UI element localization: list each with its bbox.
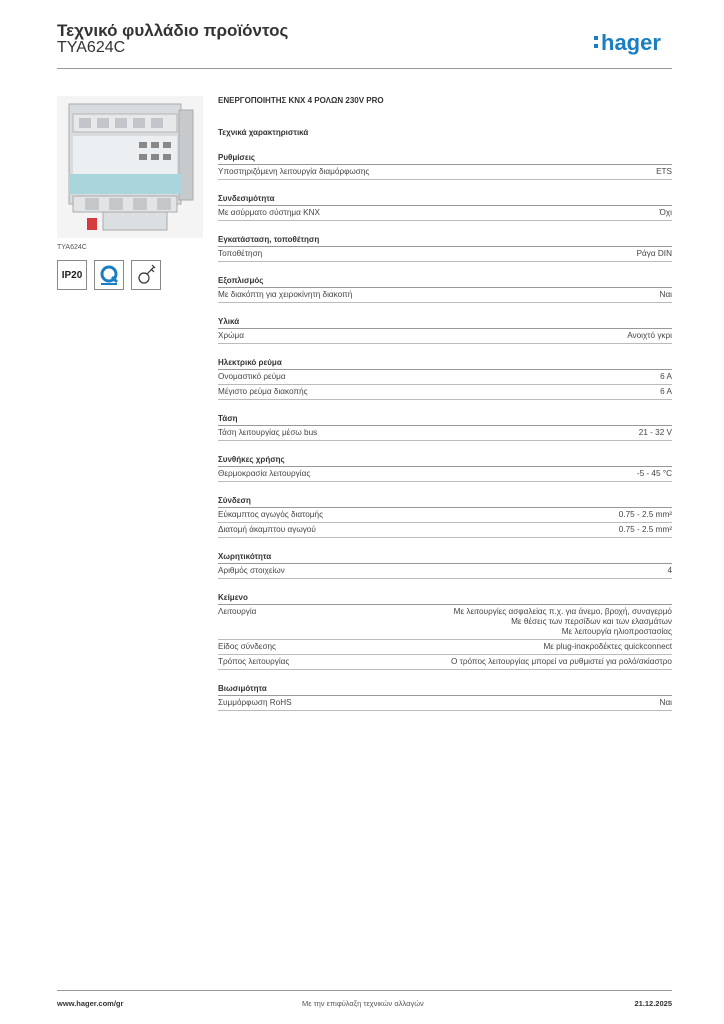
spec-label: Υποστηριζόμενη λειτουργία διαμόρφωσης [218,167,370,176]
spec-value [454,607,672,637]
spec-value [639,428,672,438]
hager-logo [592,26,672,60]
spec-label: Ονομαστικό ρεύμα [218,372,286,381]
spec-label: Εύκαμπτος αγωγός διατομής [218,510,324,519]
spec-section [218,496,672,538]
spec-row [218,655,672,670]
spec-section [218,552,672,579]
spec-label: Τρόπος λειτουργίας [218,657,290,666]
spec-row [218,288,672,303]
spec-value-line: 6 A [660,387,672,396]
product-title: ΕΝΕΡΓΟΠΟΙΗΤΗΣ KNX 4 ΡΟΛΩΝ 230V PRO [218,96,384,105]
spec-sections [218,153,672,711]
spec-label: Χρώμα [218,331,244,340]
spec-section [218,194,672,221]
spec-row [218,165,672,180]
spec-value [543,642,672,652]
section-title: Συνθήκες χρήσης [218,455,672,467]
ip20-badge-icon: IP20 [57,260,87,290]
spec-value-line: Ο τρόπος λειτουργίας μπορεί να ρυθμιστεί για ρολό/σκίαστρο [450,657,672,666]
section-title: Τάση [218,414,672,426]
spec-section [218,684,672,711]
spec-row [218,426,672,441]
spec-value [637,249,672,259]
spec-section [218,235,672,262]
spec-value [451,657,672,667]
spec-section [218,276,672,303]
spec-row [218,523,672,538]
spec-row [218,247,672,262]
spec-value [656,167,672,177]
spec-label: Με ασύρματο σύστημα KNX [218,208,320,217]
product-image [57,96,203,238]
logo-wordmark: hager [601,30,661,55]
spec-content [218,96,672,725]
spec-value-line: Ανοιχτό γκρι [627,331,672,340]
footer-date: 21.12.2025 [634,999,672,1008]
spec-section [218,414,672,441]
spec-value [660,387,672,397]
spec-label: Αριθμός στοιχείων [218,566,285,575]
spec-value-line: 0.75 - 2.5 mm² [618,525,672,534]
product-code: TYA624C [57,39,126,56]
spec-label: Μέγιστο ρεύμα διακοπής [218,387,308,396]
spec-label: Τοποθέτηση [218,249,263,258]
spec-row [218,370,672,385]
spec-value [619,525,672,535]
section-title: Βιωσιμότητα [218,684,672,696]
spec-row [218,605,672,640]
section-title: Ηλεκτρικό ρεύμα [218,358,672,370]
spec-value [627,331,672,341]
section-title: Εξοπλισμός [218,276,672,288]
spec-label: Θερμοκρασία λειτουργίας [218,469,311,478]
key-lock-icon [131,260,161,290]
document-title: Τεχνικό φυλλάδιο προϊόντος [57,21,289,40]
section-title: Εγκατάσταση, τοποθέτηση [218,235,672,247]
spec-row [218,206,672,221]
certification-badges [57,260,161,290]
spec-section [218,317,672,344]
spec-value-line: Με λειτουργία ηλιοπροστασίας [561,627,672,636]
footer-website: www.hager.com/gr [57,999,124,1008]
spec-value [660,290,672,300]
spec-value [660,208,672,218]
spec-value-line: ETS [656,167,672,176]
spec-value-line: Με θέσεις των περσίδων και των ελασμάτων [511,617,672,626]
spec-label: Συμμόρφωση RoHS [218,698,292,707]
spec-value-line: Με plug-inακροδέκτες quickconnect [543,642,672,651]
spec-section [218,593,672,670]
logo-dot-top [594,36,598,40]
spec-row [218,508,672,523]
spec-row [218,640,672,655]
spec-label: Με διακόπτη για χειροκίνητη διακοπή [218,290,353,299]
spec-row [218,467,672,482]
section-title: Χωρητικότητα [218,552,672,564]
section-title: Σύνδεση [218,496,672,508]
spec-section [218,358,672,400]
spec-value-line: 21 - 32 V [638,428,672,437]
spec-value-line: 6 A [660,372,672,381]
footer-divider [57,990,672,991]
spec-value-line: Ναι [659,290,672,299]
section-title: Υλικά [218,317,672,329]
section-title: Ρυθμίσεις [218,153,672,165]
spec-row [218,385,672,400]
spec-value-line: Όχι [659,208,672,217]
spec-value [619,510,672,520]
characteristics-heading: Τεχνικά χαρακτηριστικά [218,128,309,137]
spec-row [218,564,672,579]
spec-value-line: 4 [667,566,672,575]
spec-row [218,329,672,344]
spec-value-line: Ράγα DIN [636,249,672,258]
spec-value [660,372,672,382]
section-title: Κείμενο [218,593,672,605]
spec-value [637,469,672,479]
spec-label: Διατομή άκαμπτου αγωγού [218,525,316,534]
spec-label: Είδος σύνδεσης [218,642,276,651]
spec-section [218,153,672,180]
spec-value-line: -5 - 45 °C [636,469,672,478]
spec-label: Λειτουργία [218,607,257,616]
logo-dot-bottom [594,44,598,48]
spec-value [660,698,672,708]
spec-row [218,696,672,711]
image-caption: TYA624C [57,244,87,251]
footer-notice: Με την επιφύλαξη τεχνικών αλλαγών [302,999,424,1008]
spec-value [667,566,672,576]
spec-label: Τάση λειτουργίας μέσω bus [218,428,318,437]
spec-section [218,455,672,482]
header-divider [57,68,672,69]
section-title: Συνδεσιμότητα [218,194,672,206]
spec-value-line: Με λειτουργίες ασφαλείας π.χ. για άνεμο, βροχή, συναγερμό [453,607,672,616]
quality-q-icon [94,260,124,290]
spec-value-line: 0.75 - 2.5 mm² [618,510,672,519]
spec-value-line: Ναι [659,698,672,707]
